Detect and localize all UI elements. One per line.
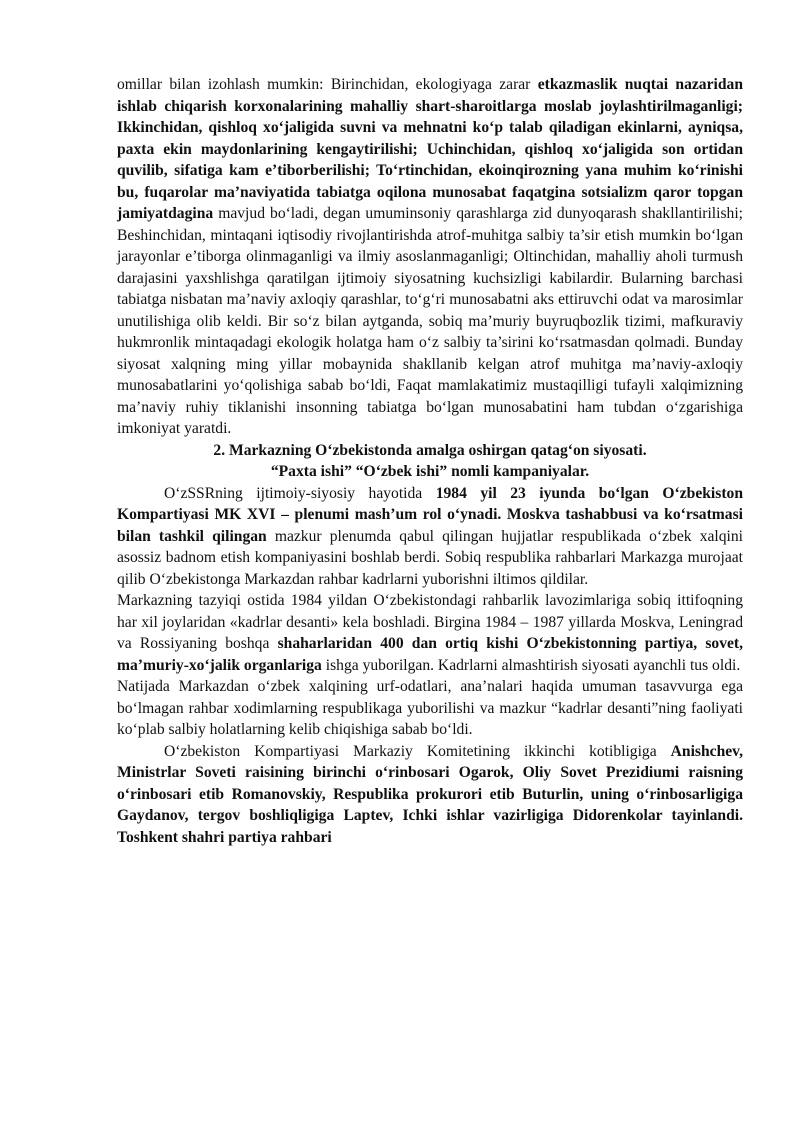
paragraph-appointments-text-start: O‘zbekiston Kompartiyasi Markaziy Komitetining ikkinchi kotibligiga [164, 742, 671, 760]
paragraph-plenum-bold: 1984 yil 23 iyunda bo‘lgan O‘zbekiston Kompartiyasi MK XVI – plenumi mash’um rol o‘ynadi. Moskva tashabbusi va ko‘rsatmasi bilan tashkil qilingan [117, 484, 743, 545]
paragraph-causes-text-start: omillar bilan izohlash mumkin: Birinchidan, ekologiyaga zarar [117, 76, 538, 93]
paragraph-cadre-landing-text-end: ishga yuborilgan. Kadrlarni almashtirish siyosati ayanchli tus oldi. [321, 656, 741, 674]
paragraph-causes [117, 74, 743, 440]
paragraph-causes-bold: etkazmaslik nuqtai nazaridan ishlab chiqarish korxonalarining mahalliy shart-sharoitlarga moslab joylashtirilmaganligi; Ikkinchidan, qishloq xo‘jaligida suvni va mehnatni ko‘p talab qiladigan ekinlarni, ayniqsa, paxta ekin maydonlarining kengaytirilishi; Uchinchidan, qishloq xo‘jaligida son ortidan quvilib, sifatiga kam e’tiborberilishi; To‘rtinchidan, ekoinqirozning yana muhim ko‘rinishi bu, fuqarolar ma’naviyatida tabiatga oqilona munosabat faqatgina sotsializm qaror topgan jamiyatdagina [117, 76, 744, 222]
paragraph-cadre-landing-bold: shaharlaridan 400 dan ortiq kishi O‘zbekistonning partiya, sovet, ma’muriy-xo‘jalik organlariga [117, 635, 744, 674]
paragraph-plenum [117, 483, 743, 591]
section-heading-line-1: 2. Markazning O‘zbekistonda amalga oshirgan qatag‘on siyosati. [213, 441, 647, 459]
section-heading-line-2: “Paxta ishi” “O‘zbek ishi” nomli kampaniyalar. [270, 463, 590, 480]
paragraph-cadre-landing [117, 590, 743, 676]
paragraph-cadre-landing-text-start: Markazning tazyiqi ostida 1984 yildan O‘zbekistondagi rahbarlik lavozimlariga sobiq ittifoqning har xil joylaridan «kadrlar desanti» kela boshladi. Birgina 1984 – 1987 yillarda Moskva, Leningrad va Rossiyaning boshqa [117, 592, 743, 652]
paragraph-appointments-bold: Anishchev, Ministrlar Soveti raisining birinchi o‘rinbosari Ogarok, Oliy Sovet Prezidiumi raisning o‘rinbosari etib Romanovskiy, Respublika prokurori etib Buturlin, uning o‘rinbosarligiga Gaydanov, tergov boshliqligiga Laptev, Ichki ishlar vazirligiga Didorenkolar tayinlandi. Toshkent shahri partiya rahbari [117, 742, 743, 846]
paragraph-plenum-text-end: mazkur plenumda qabul qilingan hujjatlar respublikada o‘zbek xalqini asossiz badnom etish kompaniyasini boshlab berdi. Sobiq respublika rahbarlari Markazga murojaat qilib O‘zbekistonga Markazdan rahbar kadrlarni yuborishni iltimos qildilar. [117, 527, 744, 588]
paragraph-plenum-text-start: O‘zSSRning ijtimoiy-siyosiy hayotida [164, 484, 436, 502]
paragraph-causes-text-end: mavjud bo‘ladi, degan umuminsoniy qarashlarga zid dunyoqarash shakllantirilishi; Beshinchidan, mintaqani iqtisodiy rivojlantirishda atrof-muhitga salbiy ta’sir etish mumkin bo‘lgan jarayonlar e’tiborga olinmaganligi va ilmiy asoslanmaganligi; Oltinchidan, mahalliy aholi turmush darajasini yaxshlishga qaratilgan ijtimoiy siyosatning kuchsizligi kabilardir. Bularning barchasi tabiatga nisbatan ma’naviy axloqiy qarashlar, to‘g‘ri munosabatni aks ettiruvchi odat va marosimlar unutilishiga olib keldi. Bir so‘z bilan aytganda, sobiq ma’muriy buyruqbozlik tizimi, mafkuraviy hukmronlik mintaqadagi ekologik holatga ham o‘z salbiy ta’sirini ko‘rsatmasdan qolmadi. Bunday siyosat xalqning ming yillar mobaynida shakllanib kelgan atrof muhitga ma’naviy-axloqiy munosabatlarini yo‘qolishiga sabab bo‘ldi, Faqat mamlakatimiz mustaqilligi tufayli xalqimizning ma’naviy ruhiy tiklanishi insonning tabiatga bo‘lgan munosabatini ham tubdan o‘zgarishiga imkoniyat yaratdi. [117, 205, 743, 437]
paragraph-consequences: Natijada Markazdan o‘zbek xalqining urf-odatlari, ana’nalari haqida umuman tasavvurga ega bo‘lmagan rahbar xodimlarning respublikaga yuborilishi va mazkur “kadrlar desanti”ning faoliyati ko‘plab salbiy holatlarning kelib chiqishiga sabab bo‘ldi. [117, 678, 743, 738]
document-page [117, 74, 743, 848]
paragraph-appointments [117, 741, 743, 849]
